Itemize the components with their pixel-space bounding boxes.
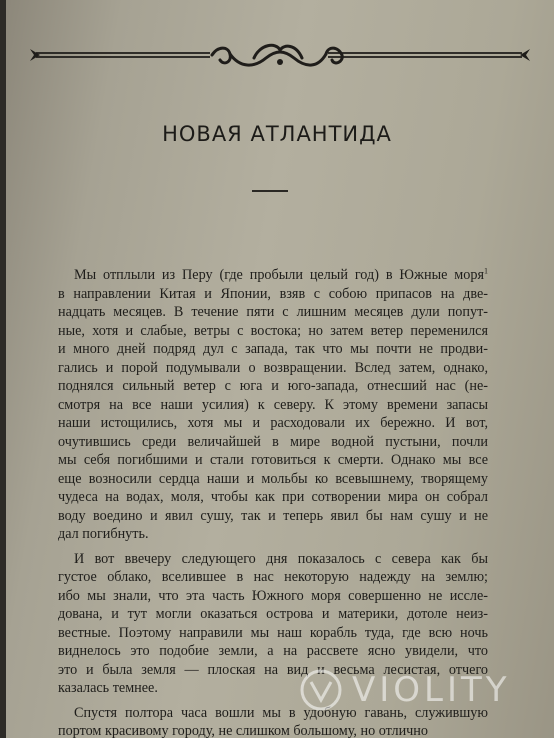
header-ornament	[28, 38, 532, 82]
text-line: воду воедино и явил сушу, так и теперь явил бы нам сушу и не	[58, 507, 488, 524]
chapter-title: НОВАЯ АТЛАНТИДА	[162, 122, 392, 146]
text-line: вестные. Поэтому направили мы наш корабль туда, где всю ночь	[58, 624, 488, 641]
text-line: густое облако, вселившее в нас некоторую надежду на землю;	[58, 569, 488, 585]
text-line: еще возносили сердца наши и мольбы ко всевышнему, творящему	[58, 470, 488, 487]
watermark-logo-icon	[300, 669, 342, 711]
text-line: ибо мы знали, что эта часть Южного моря совершенно не иссле-	[58, 587, 488, 604]
text-line: надцать месяцев. В течение пяти с лишним месяцев дули попут-	[58, 304, 488, 320]
text-line: чудеса на водах, моля, чтобы как при сотворении мира он собрал	[58, 489, 488, 505]
text-line: очутившись среди величайшей в мире водной пустыни, почли	[58, 433, 488, 450]
text-line: дована, и тут могли оказаться острова и материки, дотоле неиз-	[58, 606, 488, 622]
text-line: ные, хотя и слабые, ветры с востока; но затем ветер переменился	[58, 322, 488, 339]
text-line: поднялся сильный ветер с юга и юго-запада, отнесший нас (не-	[58, 378, 488, 394]
text-line: смотря на все наши усилия) к северу. К этому времени запасы	[58, 396, 488, 413]
title-underline	[252, 190, 288, 192]
text-line: казалась темнее.	[58, 680, 158, 696]
text-line: в направлении Китая и Японии, взяв с собою припасов на две-	[58, 285, 488, 302]
text-line: Спустя полтора часа вошли мы в удобную гавань, служившую	[74, 704, 488, 721]
text-line: это и была земля — плоская на вид и весьма лесистая, отчего	[58, 661, 488, 678]
text-line: И вот ввечеру следующего дня показалось с севера как бы	[74, 550, 488, 567]
text-line: виднелось это подобие земли, а на рассвете ясно увидели, что	[58, 643, 488, 659]
text-line: и много дней подряд дул с запада, так что мы почти не продви-	[58, 341, 488, 357]
page-gutter-shadow	[0, 0, 6, 738]
watermark-text: VIOLITY	[352, 670, 511, 710]
text-line: мы себя погибшими и стали готовиться к смерти. Однако мы все	[58, 452, 488, 468]
text-line: гались и порой подумывали о возвращении. Вслед затем, однако,	[58, 359, 488, 376]
text-line: наши истощились, хотя мы и расходовали их бережно. И вот,	[58, 415, 488, 431]
watermark	[300, 660, 550, 720]
text-line: дал погибнуть.	[58, 526, 149, 542]
paragraph	[58, 266, 488, 544]
footnote-mark: 1	[484, 266, 488, 276]
text-line: портом красивому городу, не слишком большому, но отлично	[58, 723, 428, 738]
text-line: Мы отплыли из Перу (где пробыли целый год) в Южные моря$^1$	[74, 266, 488, 283]
